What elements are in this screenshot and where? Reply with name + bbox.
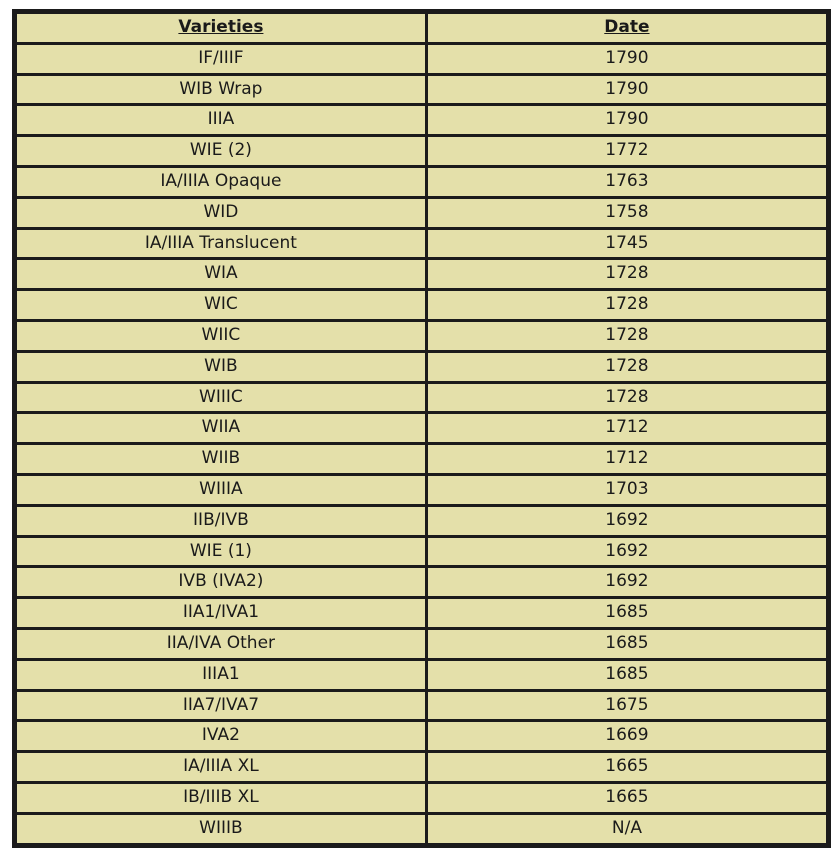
variety-cell: WIB [17,353,425,381]
table-row [17,599,826,627]
date-cell: 1712 [428,414,826,442]
variety-cell: WIA [17,260,425,288]
date-cell: 1728 [428,353,826,381]
table-row [17,76,826,104]
variety-cell: IIB/IVB [17,507,425,535]
table-header-row [17,14,826,42]
table-row [17,630,826,658]
header-date: Date [428,14,826,42]
variety-cell: IVB (IVA2) [17,568,425,596]
variety-cell: IVA2 [17,722,425,750]
date-cell: 1685 [428,661,826,689]
variety-cell: IA/IIIA XL [17,753,425,781]
date-cell: 1790 [428,76,826,104]
table-row [17,507,826,535]
variety-cell: IA/IIIA Opaque [17,168,425,196]
table-row [17,661,826,689]
table-row [17,445,826,473]
table-row [17,45,826,73]
table-row [17,722,826,750]
date-cell: 1728 [428,260,826,288]
date-cell: 1692 [428,507,826,535]
date-cell: 1758 [428,199,826,227]
table-row [17,815,826,843]
variety-cell: WIIA [17,414,425,442]
table-row [17,692,826,720]
variety-cell: WIC [17,291,425,319]
variety-cell: WIIB [17,445,425,473]
table-row [17,384,826,412]
date-cell: 1790 [428,45,826,73]
date-cell: 1665 [428,784,826,812]
table-row [17,414,826,442]
variety-cell: IB/IIIB XL [17,784,425,812]
variety-cell: IIIA [17,106,425,134]
table-row [17,137,826,165]
table-row [17,784,826,812]
variety-cell: WIIC [17,322,425,350]
date-cell: 1728 [428,322,826,350]
table-row [17,353,826,381]
table-row [17,568,826,596]
variety-cell: WIE (2) [17,137,425,165]
date-cell: 1745 [428,230,826,258]
variety-cell: WID [17,199,425,227]
table-row [17,322,826,350]
variety-cell: IIA7/IVA7 [17,692,425,720]
variety-cell: WIIIB [17,815,425,843]
date-cell: 1685 [428,599,826,627]
variety-cell: WIIIA [17,476,425,504]
table-row [17,476,826,504]
varieties-table-container [12,9,831,848]
date-cell: 1772 [428,137,826,165]
date-cell: 1675 [428,692,826,720]
date-cell: 1692 [428,538,826,566]
table-row [17,199,826,227]
variety-cell: IIA/IVA Other [17,630,425,658]
date-cell: 1728 [428,384,826,412]
variety-cell: WIB Wrap [17,76,425,104]
table-row [17,753,826,781]
variety-cell: IIA1/IVA1 [17,599,425,627]
table-row [17,291,826,319]
table-row [17,260,826,288]
variety-cell: IIIA1 [17,661,425,689]
date-cell: 1712 [428,445,826,473]
variety-cell: IA/IIIA Translucent [17,230,425,258]
date-cell: 1703 [428,476,826,504]
date-cell: 1790 [428,106,826,134]
variety-cell: IF/IIIF [17,45,425,73]
table-row [17,230,826,258]
table-row [17,168,826,196]
date-cell: 1692 [428,568,826,596]
date-cell: 1669 [428,722,826,750]
table-row [17,106,826,134]
date-cell: 1665 [428,753,826,781]
varieties-date-table [14,11,829,846]
variety-cell: WIE (1) [17,538,425,566]
table-body [17,45,826,843]
header-varieties: Varieties [17,14,425,42]
date-cell: 1763 [428,168,826,196]
variety-cell: WIIIC [17,384,425,412]
date-cell: N/A [428,815,826,843]
table-row [17,538,826,566]
date-cell: 1685 [428,630,826,658]
date-cell: 1728 [428,291,826,319]
